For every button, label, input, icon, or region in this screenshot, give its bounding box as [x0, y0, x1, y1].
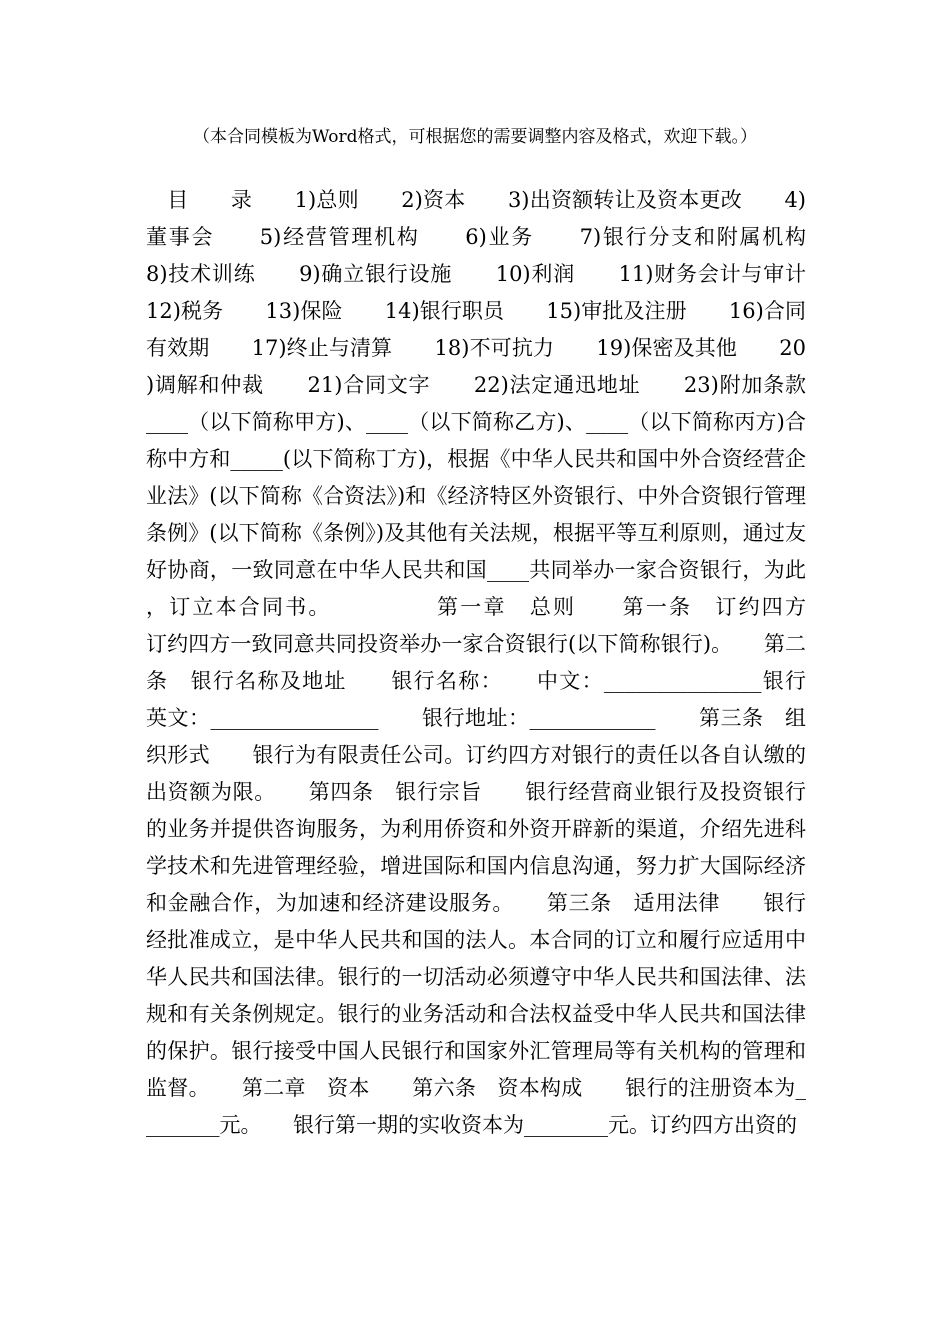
contract-body-text: 目 录 1)总则 2)资本 3)出资额转让及资本更改 4)董事会 5)经营管理机构 6)业务 7)银行分支和附属机构 8)技术训练 9)确立银行设施 10)利润 11)财务会计与审计 12)税务 13)保险 14)银行职员 15)审批及注册 16)合同有效期 17)终止与清算 18)不可抗力 19)保密及其他 20)调解和仲裁 21)合同文字 22)法定通迅地址 23)附加条款 ____（以下简称甲方)、____（以下简称乙方)、____（以下简称丙方)合称中方和_____(以下简称丁方)，根据《中华人民共和国中外合资经营企业法》(以下简称《合资法》)和《经济特区外资银行、中外合资银行管理条例》(以下简称《条例》)及其他有关法规，根据平等互利原则，通过友好协商，一致同意在中华人民共和国____共同举办一家合资银行，为此，订立本合同书。 第一章 总则 第一条 订约四方 订约四方一致同意共同投资举办一家合资银行(以下简称银行)。 第二条 银行名称及地址 银行名称： 中文：_______________银行 英文：________________ 银行地址：____________ 第三条 组织形式 银行为有限责任公司。订约四方对银行的责任以各自认缴的出资额为限。 第四条 银行宗旨 银行经营商业银行及投资银行的业务并提供咨询服务，为利用侨资和外资开辟新的渠道，介绍先进科学技术和先进管理经验，增进国际和国内信息沟通，努力扩大国际经济和金融合作，为加速和经济建设服务。 第三条 适用法律 银行经批准成立，是中华人民共和国的法人。本合同的订立和履行应适用中华人民共和国法律。银行的一切活动必须遵守中华人民共和国法律、法规和有关条例规定。银行的业务活动和合法权益受中华人民共和国法律的保护。银行接受中国人民银行和国家外汇管理局等有关机构的管理和监督。 第二章 资本 第六条 资本构成 银行的注册资本为________元。 银行第一期的实收资本为________元。订约四方出资的: [146, 188, 848, 1137]
template-note: （本合同模板为Word格式，可根据您的需要调整内容及格式，欢迎下载。）: [192, 127, 758, 147]
